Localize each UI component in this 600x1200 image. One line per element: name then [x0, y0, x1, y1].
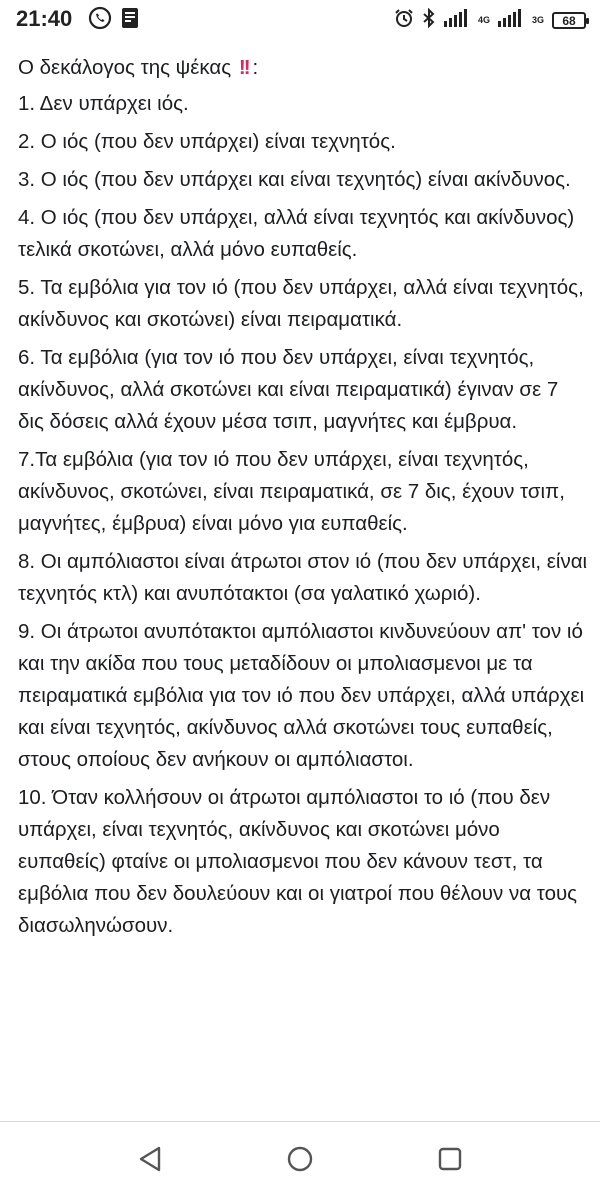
list-item-7: 7.Τα εμβόλια (για τον ιό που δεν υπάρχει, είναι τεχνητός, ακίνδυνος, σκοτώνει, είναι πειραματικά, σε 7 δις, έχουν τσιπ, μαγνήτες, έμβρυα) είναι μόνο για ευπαθείς. [18, 448, 565, 535]
post-content [18, 52, 588, 948]
network-type-2: 3G [531, 15, 544, 25]
back-button[interactable] [133, 1144, 167, 1178]
post-title-text: Ο δεκάλογος της ψέκας [18, 56, 232, 79]
navigation-bar [0, 1121, 600, 1200]
app-notification-icon [120, 6, 140, 35]
status-left-icons [88, 6, 140, 35]
status-right-icons [394, 8, 586, 33]
bluetooth-icon [422, 8, 436, 33]
list-item-10: 10. Όταν κολλήσουν οι άτρωτοι αμπόλιαστοι το ιό (που δεν υπάρχει, είναι τεχνητός, ακίνδυνος και σκοτώνει μόνο ευπαθείς) φταίνε οι μπολιασμενοι που δεν κάνουν τεστ, τα εμβόλια που δεν δουλεύουν και οι γιατροί που θέλουν να τους διασωληνώσουν. [18, 786, 578, 937]
alarm-icon [394, 8, 414, 33]
status-time: 21:40 [16, 6, 73, 31]
battery-level: 68 [562, 13, 576, 28]
home-icon [286, 1145, 314, 1178]
double-exclamation-icon: !! [238, 56, 249, 79]
battery-icon [552, 12, 586, 29]
recents-button[interactable] [433, 1144, 467, 1178]
list-item-2: 2. Ο ιός (που δεν υπάρχει) είναι τεχνητός. [18, 130, 396, 153]
status-bar [0, 0, 600, 38]
list-item-4: 4. Ο ιός (που δεν υπάρχει, αλλά είναι τεχνητός και ακίνδυνος) τελικά σκοτώνει, αλλά μόνο ευπαθείς. [18, 206, 575, 261]
network-type-1: 4G [477, 15, 490, 25]
list-item-3: 3. Ο ιός (που δεν υπάρχει και είναι τεχνητός) είναι ακίνδυνος. [18, 168, 571, 191]
list-item-9: 9. Οι άτρωτοι ανυπότακτοι αμπόλιαστοι κινδυνεύουν απ' τον ιό και την ακίδα που τους μεταδίδουν οι μπολιασμενοι με τα πειραματικά εμβόλια για τον ιό που δεν υπάρχει, αλλά υπάρχει και είναι τεχνητός, ακίνδυνος αλλά σκοτώνει τους ευπαθείς, στους οποίους δεν ανήκουν οι αμπόλιαστοι. [18, 620, 585, 771]
post-title [18, 52, 588, 84]
list-item-5: 5. Τα εμβόλια για τον ιό (που δεν υπάρχει, αλλά είναι τεχνητός, ακίνδυνος και σκοτώνει) είναι πειραματικά. [18, 276, 584, 331]
post-title-suffix: : [252, 56, 259, 79]
home-button[interactable] [283, 1144, 317, 1178]
back-icon [137, 1145, 163, 1178]
list-item-6: 6. Τα εμβόλια (για τον ιό που δεν υπάρχει, είναι τεχνητός, ακίνδυνος, αλλά σκοτώνει και είναι πειραματικά) έγιναν σε 7 δις δόσεις αλλά έχουν μέσα τσιπ, μαγνήτες και έμβρυα. [18, 346, 559, 433]
recents-icon [437, 1146, 463, 1177]
viber-icon [88, 6, 112, 35]
signal-icon-2 [498, 9, 524, 32]
list-item-8: 8. Οι αμπόλιαστοι είναι άτρωτοι στον ιό (που δεν υπάρχει, είναι τεχνητός κτλ) και ανυπότακτοι (σα γαλατικό χωριό). [18, 550, 588, 605]
list-item-1: 1. Δεν υπάρχει ιός. [18, 92, 189, 115]
signal-icon [444, 9, 470, 32]
